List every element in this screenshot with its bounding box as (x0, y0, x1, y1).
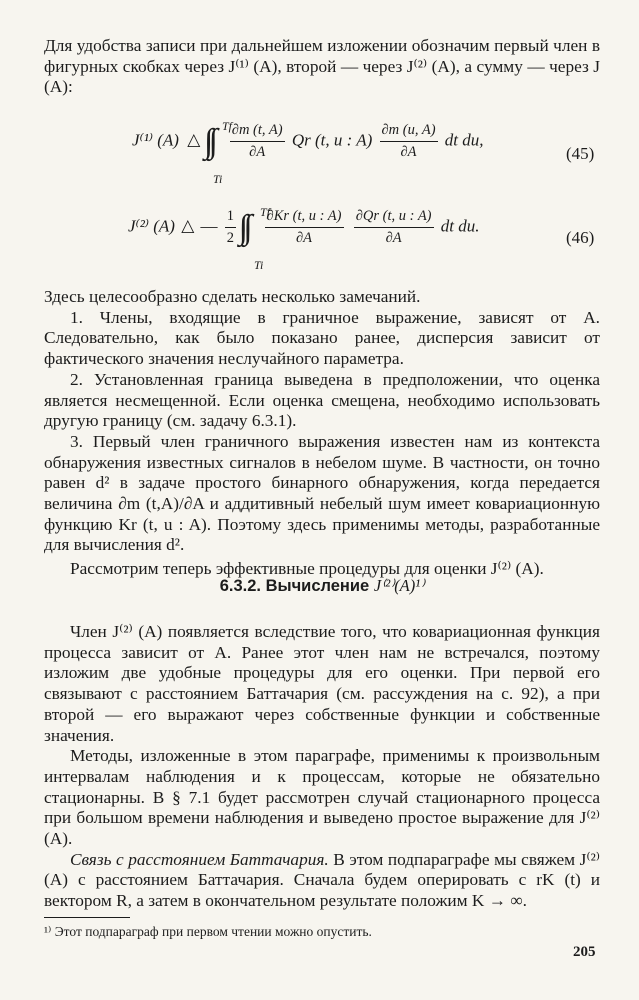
section-title: 6.3.2. Вычисление (219, 577, 370, 595)
remark-3: 3. Первый член граничного выражения известен нам из контекста обнаружения известных сигналов в небелом шуме. В частности, он точно равен d² в задаче простого бинарного обнаружения, когда передается величина ∂m (t,A)/∂A и аддитивный небелый шум имеет ковариационную функцию Kr (t, u : A). Поэтому здесь применимы методы, разработанные для вычисления d². (44, 431, 600, 555)
eq45-op: △ (187, 130, 201, 150)
eq45-fraction-2: $\frac{\partial m (u, A)}{\partial A}$ (381, 122, 436, 160)
paragraph-3-lead: Связь с расстоянием Баттачария. (70, 849, 329, 869)
eq46-upper-limit: Tf (260, 205, 271, 219)
eq45-lhs: J⁽¹⁾ (A) (132, 130, 179, 150)
equation-46 (128, 208, 480, 247)
remarks-block (44, 287, 600, 580)
equation-45 (132, 122, 484, 161)
eq46-minus: — (200, 216, 218, 236)
eq45-lower-limit: Ti (213, 172, 223, 186)
page-number: 205 (573, 944, 596, 960)
eq46-fraction-1: $\frac{\partial Kr (t, u : A)}{\partial A}$ (266, 208, 342, 246)
eq46-lower-limit: Ti (254, 258, 264, 272)
section-body (44, 622, 600, 912)
eq45-fraction-1: $\frac{\partial m (t, A)}{\partial A}$ (231, 122, 283, 160)
eq46-lhs: J⁽²⁾ (A) (128, 216, 175, 236)
remark-1: 1. Члены, входящие в граничное выражение, зависят от A. Следовательно, как было показано ранее, дисперсия зависит от фактического значения неслучайного параметра. (44, 307, 600, 369)
eq46-number: (46) (566, 228, 595, 247)
section-heading (44, 576, 600, 597)
section-title-math: J⁽²⁾(A)¹⁾ (373, 576, 425, 595)
eq46-fraction-2: $\frac{\partial Qr (t, u : A)}{\partial A}$ (355, 208, 432, 246)
eq45-kernel: Qr (t, u : A) (291, 130, 373, 150)
paragraph-2: Методы, изложенные в этом параграфе, применимы к произвольным интервалам наблюдения и к процессам, которые не обязательно стационарны. В § 7.1 будет рассмотрен случай стационарного процесса при большом времени наблюдения и выведено простое выражение для J⁽²⁾ (A). (44, 746, 600, 849)
footnote-rule (44, 917, 130, 918)
eq45-upper-limit: Tf (222, 119, 233, 133)
paragraph-3-text: В этом подпараграфе мы свяжем J⁽²⁾ (A) с расстоянием Баттачария. Сначала будем оперировать с rK (t) и вектором R, а затем в окончательном результате положим K → ∞. (44, 849, 600, 911)
paragraph-3 (44, 850, 600, 912)
remarks-lead: Здесь целесообразно сделать несколько замечаний. (44, 287, 421, 306)
eq45-number: (45) (566, 144, 595, 163)
footnote: ¹⁾ Этот подпараграф при первом чтении можно опустить. (44, 924, 372, 939)
eq46-op: △ (181, 216, 195, 236)
intro-paragraph: Для удобства записи при дальнейшем изложении обозначим первый член в фигурных скобках через J⁽¹⁾ (A), второй — через J⁽²⁾ (A), а сумму — через J (A): (44, 36, 600, 97)
remark-2: 2. Установленная граница выведена в предположении, что оценка является несмещенной. Если оценка смещена, необходимо использовать другую границу (см. задачу 6.3.1). (44, 369, 600, 431)
eq46-half: $\frac{1}{2}$ (226, 208, 235, 246)
page-body (44, 36, 600, 98)
eq45-differentials: dt du, (444, 130, 484, 150)
consider-paragraph: Рассмотрим теперь эффективные процедуры для оценки J⁽²⁾ (A). (70, 559, 544, 579)
paragraph-1: Член J⁽²⁾ (A) появляется вследствие того, что ковариационная функция процесса зависит от A. Ранее этот член нам не встречался, поэтому изложим две удобные процедуры для его оценки. При первой его связывают с расстоянием Баттачария (см. рассуждения на с. 92), а при второй — его выражают через собственные функции и собственные значения. (44, 622, 600, 745)
eq46-differentials: dt du. (440, 216, 480, 236)
